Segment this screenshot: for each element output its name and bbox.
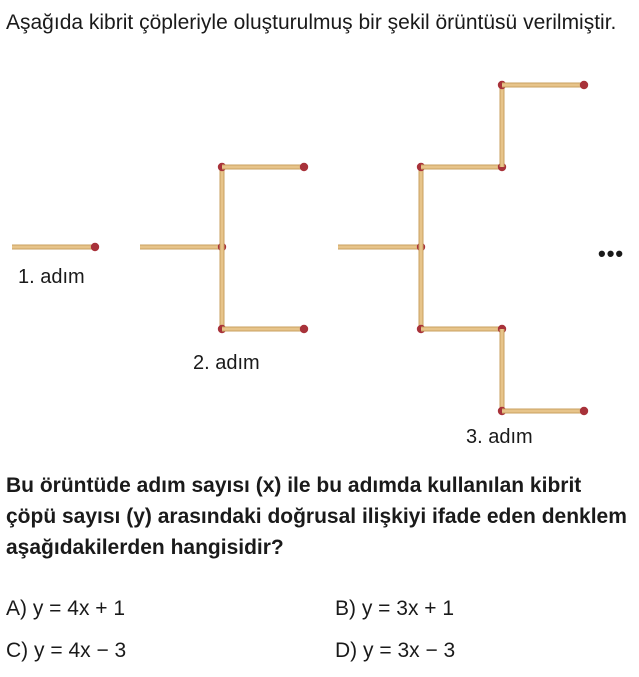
- matchstick: [421, 163, 506, 171]
- matchstick: [222, 163, 308, 171]
- matchstick: [502, 81, 588, 89]
- option-c[interactable]: [6, 638, 126, 664]
- matchstick-head: [300, 163, 308, 171]
- continuation-dots: •••: [598, 241, 625, 266]
- step-2-matchsticks: [140, 163, 308, 333]
- matchstick-head: [580, 81, 588, 89]
- step-3-label: 3. adım: [466, 426, 533, 448]
- matchstick: [498, 81, 506, 167]
- option-a-letter: A): [6, 597, 27, 620]
- matchstick: [12, 243, 99, 251]
- matchstick: [502, 407, 588, 415]
- option-a[interactable]: [6, 596, 125, 622]
- option-b-text: y = 3x + 1: [361, 597, 455, 620]
- matchstick-head: [300, 325, 308, 333]
- step-3-matchsticks: [338, 81, 588, 415]
- matchstick: [218, 247, 226, 333]
- question-text: Bu örüntüde adım sayısı (x) ile bu adımda kullanılan kibrit çöpü sayısı (y) arasındaki doğrusal ilişkiyi ifade eden denklem aşağıdakilerden hangisidir?: [6, 474, 627, 559]
- matchstick: [498, 329, 506, 415]
- option-d-letter: D): [335, 639, 358, 662]
- matchstick: [338, 243, 425, 251]
- matchstick: [218, 163, 226, 247]
- step-2-label: 2. adım: [193, 352, 260, 374]
- intro-text: Aşağıda kibrit çöpleriyle oluşturulmuş bir şekil örüntüsü verilmiştir.: [6, 11, 617, 34]
- option-b-letter: B): [335, 597, 356, 620]
- option-a-text: y = 4x + 1: [32, 597, 126, 620]
- matchstick: [222, 325, 308, 333]
- option-c-text: y = 4x − 3: [34, 639, 127, 662]
- option-c-letter: C): [6, 639, 29, 662]
- matchstick: [421, 325, 506, 333]
- matchstick: [417, 247, 425, 333]
- option-b[interactable]: [335, 596, 454, 622]
- matchstick-head: [91, 243, 99, 251]
- matchstick: [140, 243, 226, 251]
- matchstick: [417, 163, 425, 247]
- step-1-matchsticks: [12, 243, 99, 251]
- option-d-text: y = 3x − 3: [363, 639, 456, 662]
- step-1-label: 1. adım: [18, 266, 85, 288]
- option-d[interactable]: [335, 638, 455, 664]
- matchstick-head: [580, 407, 588, 415]
